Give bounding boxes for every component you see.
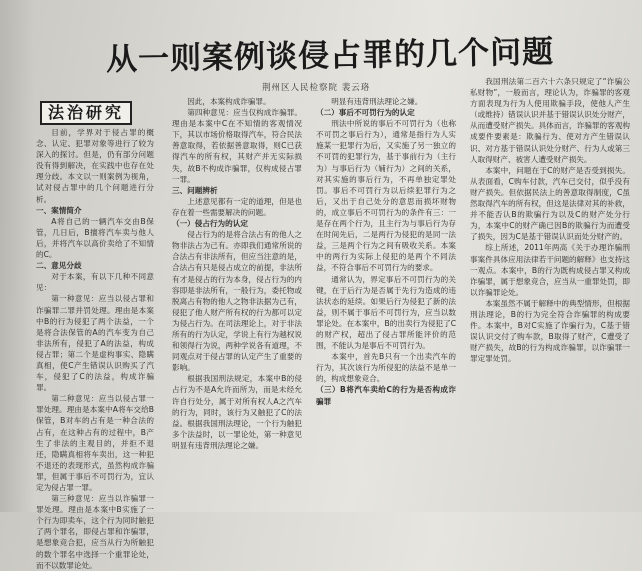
article-column-3 [316, 96, 456, 510]
paragraph: 侵占行为的是将合法占有的他人之物非法占为己有。亦即我们通常所说的合法占有非法所有，但应当注意的是，合法占有只是侵占成立的前提，非法所有才是侵占的行为本身，侵占行为的内容即是非法所有，一般行为，委托物或脱离占有物的他人之物非法据为己有，侵犯了他人财产所有权的行为都可以定为侵占行为。在司法理论上，对于非法所有的行为认定，学说上有行为越权说和领得行为说，两种学说各有道理，不同观点对于侵占罪的认定产生了重要的影响。 [172, 230, 302, 373]
subsection-heading: 一、案情简介 [36, 205, 82, 215]
page-edge-shadow [0, 0, 34, 512]
subsection-heading: （二）事后不可罚行为的认定 [316, 108, 415, 118]
article-column-4 [470, 76, 630, 510]
section-heading: 法治研究 [40, 101, 132, 125]
paragraph: 根据我国刑法规定，本案中B的侵占行为不是A允许而所为，而是未经允许自行处分，属于对所有权人A之汽车的行为，同时，该行为又触犯了C的法益。根据我国刑法理论，一个行为触犯多个法益时，以一罪论处，第一种意见明显有违背刑法理论之嫌。 [172, 374, 302, 450]
paragraph: 明显有违背刑法理论之嫌。 [331, 97, 423, 106]
subsection-heading: 二、意见分歧 [36, 261, 82, 271]
paragraph: 本案虽然不属于解释中的典型情形，但根据刑法理论，B的行为完全符合诈骗罪的构成要件。本案中，B对C实施了诈骗行为，C基于错误认识交付了购车款，B取得了财产，C遭受了财产损失，故B的行为构成诈骗罪，以诈骗罪一罪定罪处罚。 [470, 298, 630, 364]
subsection-heading: （三）B将汽车卖给C的行为是否构成诈骗罪 [316, 385, 456, 406]
paragraph: 通常认为，界定事后不可罚行为的关键，在于后行为是否属于先行为造成的违法状态的延续。如果后行为侵犯了新的法益，则不属于事后不可罚行为，应当以数罪论处。在本案中，B的出卖行为侵犯了C的财产权，超出了侵占罪所能评价的范围，不能认为是事后不可罚行为。 [316, 274, 456, 351]
paragraph: 我国刑法第二百六十六条只规定了“诈骗公私财物”，一般而言，理论认为，诈骗罪的客观方面表现为行为人使用欺骗手段，使他人产生（或维持）错误认识并基于错误认识处分财产，从而遭受财产损失。具体而言，诈骗罪的客观构成要件要素是：欺骗行为、使对方产生错误认识、对方基于错误认识处分财产、行为人或第三人取得财产、被害人遭受财产损失。 [470, 77, 630, 164]
paragraph: 目前，学界对于侵占罪的概念、认定、犯罪对象等进行了较为深入的探讨。但是，仍有部分问题没有得到解决，在实践中也存在处理分歧。本文以一则案例为视角，试对侵占罪中的几个问题进行分析。 [36, 128, 154, 204]
paragraph: 综上所述，2011年两高《关于办理诈骗刑事案件具体应用法律若干问题的解释》也支持这一观点。本案中，B的行为既构成侵占罪又构成诈骗罪，属于想象竞合，应当从一重罪处罚，即以诈骗罪论处。 [470, 243, 630, 297]
paragraph: 第三种意见：应当以诈骗罪一罪处理。理由是本案中B实施了一个行为即卖车，这个行为同时触犯了两个罪名，即侵占罪和诈骗罪，是想象竞合犯，应当从行为所触犯的数个罪名中选择一个重罪论处，而不以数罪论处。 [36, 494, 154, 570]
paragraph: A将自己的一辆汽车交由B保管，几日后，B擅将汽车卖与他人后，并将汽车以高价卖给了不知情的C。 [36, 216, 154, 260]
paragraph: 第四种意见：应当仅构成诈骗罪。理由是本案中C在不知情的客观情况下，其以市场价格取得汽车，符合民法善意取得，若依据善意取得，则C已获得汽车的所有权，其财产并无实际损失，故B不构成诈骗罪，仅构成侵占罪一罪。 [172, 108, 302, 184]
paragraph: 本案中，首先B只有一个出卖汽车的行为，其次该行为所侵犯的法益不是单一的，构成想象竞合。 [316, 352, 456, 384]
paragraph: 本案中，问题在于C的财产是否受到损失。从表面看，C购车付款，汽车已交付，似乎没有财产损失。但依据民法上的善意取得制度，C虽然取得汽车的所有权，但这是法律对其的补救，并不能否认B的欺骗行为以及C的财产处分行为，本案中C的财产确已因B的欺骗行为而遭受了损失，因为C是基于错误认识而处分财产的。 [470, 165, 630, 242]
paragraph: 上述意见都有一定的道理，但是也存在着一些需要解决的问题。 [172, 196, 302, 217]
article-column-2 [172, 96, 302, 510]
article-column-1 [36, 127, 154, 570]
paragraph: 因此，本案构成诈骗罪。 [187, 97, 271, 106]
paragraph: 刑法中所说的事后不可罚行为（也称不可罚之事后行为），通常是指行为人实施某一犯罪行为后，又实施了另一独立的不可罚的犯罪行为，基于事前行为（主行为）与事后行为（辅行为）之间的关系，对其实施的事后行为，不再单独定罪处罚。事后不可罚行为以后续犯罪行为之后，又出于自己处分的意思而损坏财物的，成立事后不可罚行为的条件有三：一是存在两个行为，且主行为与事后行为存在时间先后，二是两行为侵犯的是同一法益，三是两个行为之间有吸收关系。本案中的两行为实际上侵犯的是两个不同法益，不符合事后不可罚行为的要求。 [316, 119, 456, 273]
paragraph: 对于本案，有以下几种不同意见： [36, 272, 154, 293]
subsection-heading: （一）侵占行为的认定 [172, 219, 248, 229]
paragraph: 第二种意见：应当以侵占罪一罪处理。理由是本案中A将车交给B保管，B对车的占有是一种合法的占有，在这种占有的过程中，B产生了非法的主观目的，并拒不退还，隐瞒真相将车卖出，这一种犯不退还的表现形式，虽然构成诈骗罪，但属于事后不可罚行为，宜认定为侵占罪一罪。 [36, 394, 154, 492]
article-byline: 荆州区人民检察院 裴云珞 [262, 83, 371, 93]
subsection-heading: 三、问题辨析 [172, 185, 218, 195]
paragraph: 第一种意见：应当以侵占罪和诈骗罪二罪并罚处理。理由是本案中B的行为侵犯了两个法益，一个是将合法保管的A的汽车变为自己非法所有，侵犯了A的法益，构成侵占罪；第二个是虚构事实、隐瞒真相，使C产生错误认识购买了汽车，侵犯了C的法益，构成诈骗罪。 [36, 294, 154, 393]
article-title: 从一则案例谈侵占罪的几个问题 [105, 34, 555, 78]
